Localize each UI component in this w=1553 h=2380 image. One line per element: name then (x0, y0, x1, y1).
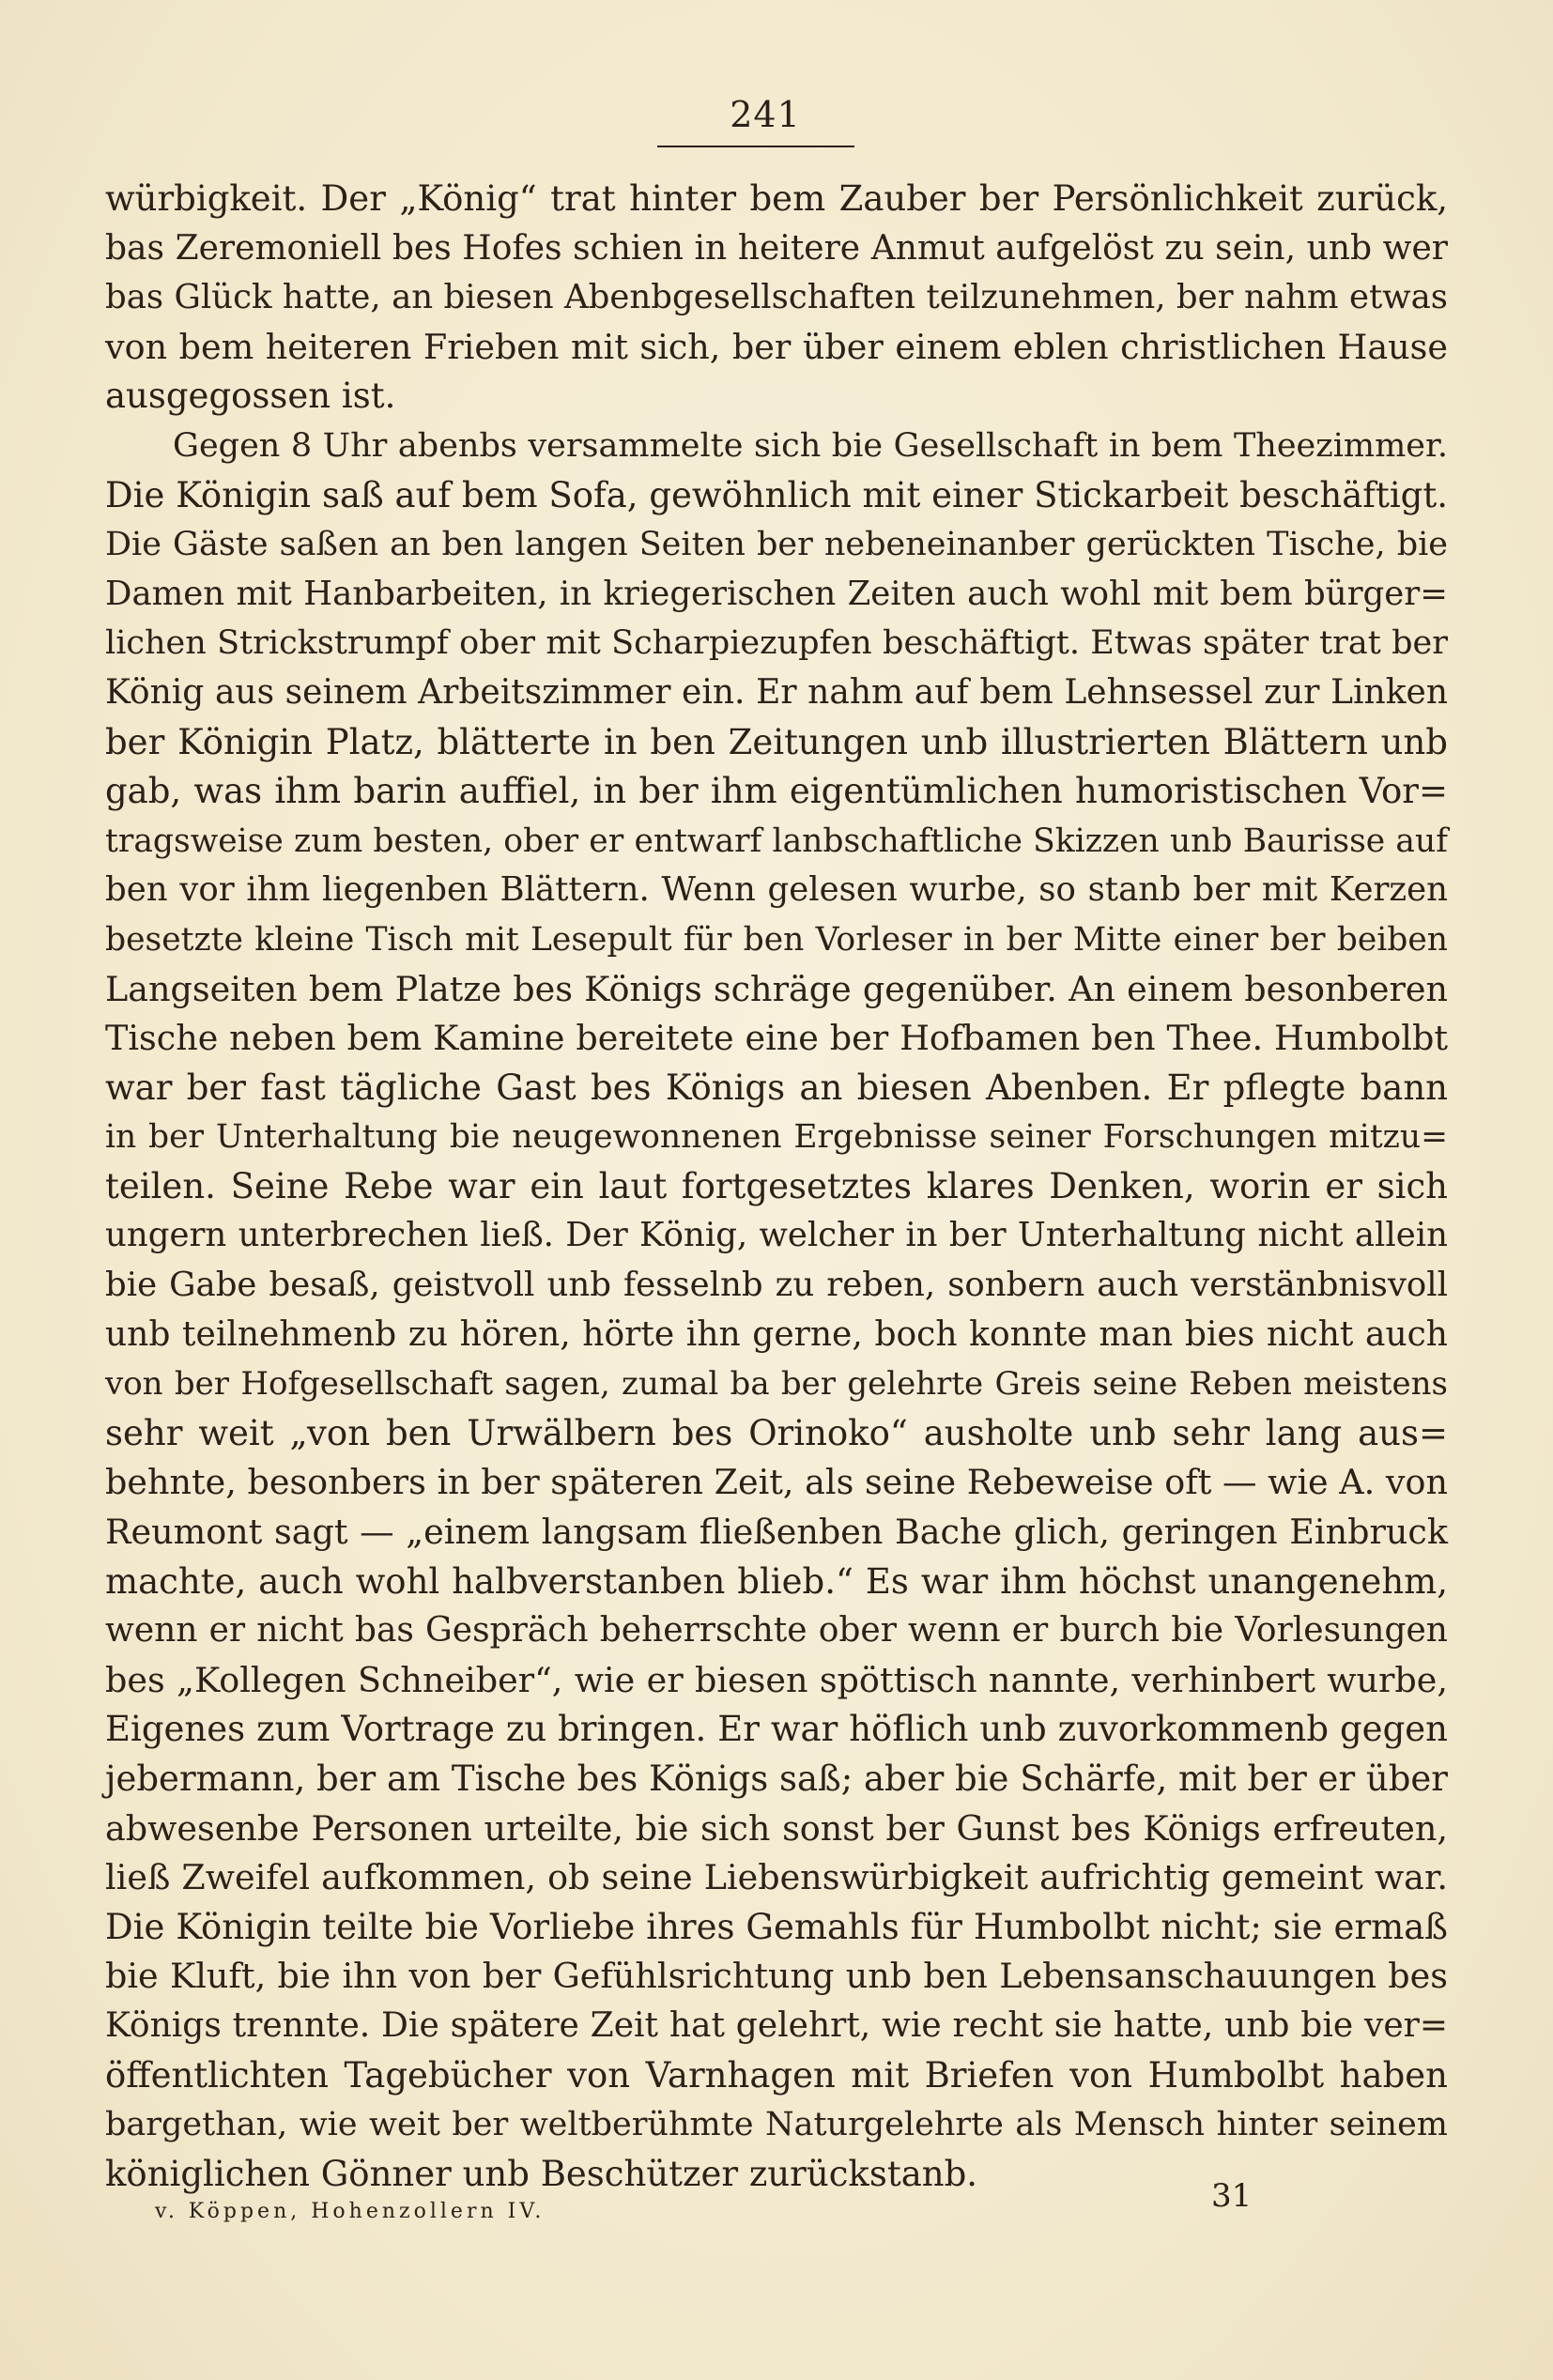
text-line: bas Glück hatte, an biesen Abenbgesellschaften teilzunehmen, ber nahm etwas (105, 278, 1448, 317)
text-line: von ber Hofgesellschaft sagen, zumal ba ber gelehrte Greis seine Reben meistens (105, 1365, 1448, 1404)
text-line: Eigenes zum Vortrage zu bringen. Er war höflich unb zuvorkommenb gegen (105, 1709, 1448, 1750)
text-line: ungern unterbrechen ließ. Der König, welcher in ber Unterhaltung nicht allein (105, 1216, 1448, 1255)
text-line: Die Königin saß auf bem Sofa, gewöhnlich mit einer Stickarbeit beschäftigt. (105, 474, 1448, 515)
text-line: ausgegossen ist. (105, 376, 396, 417)
text-line: bes „Kollegen Schneiber“, wie er biesen spöttisch nannte, verhinbert wurbe, (105, 1659, 1448, 1700)
text-line: ben vor ihm liegenben Blättern. Wenn gelesen wurbe, so stanb ber mit Kerzen (105, 870, 1448, 910)
text-line: war ber fast tägliche Gast bes Königs an biesen Abenben. Er pflegte bann (105, 1067, 1448, 1108)
header-rule (657, 146, 854, 147)
text-line: Die Gäste saßen an ben langen Seiten ber nebeneinanber gerückten Tische, bie (105, 526, 1448, 564)
body-text (105, 175, 1448, 2199)
text-line: bas Zeremoniell bes Hofes schien in heitere Anmut aufgelöst zu sein, unb wer (105, 228, 1448, 268)
text-line: Gegen 8 Uhr abenbs versammelte sich bie Gesellschaft in bem Theezimmer. (173, 426, 1448, 465)
text-line: abwesenbe Personen urteilte, bie sich sonst ber Gunst bes Königs erfreuten, (105, 1807, 1448, 1849)
text-line: ließ Zweifel aufkommen, ob seine Liebenswürbigkeit aufrichtig gemeint war. (105, 1857, 1448, 1898)
text-line: öffentlichten Tagebücher von Varnhagen mit Briefen von Humbolbt haben (105, 2054, 1448, 2096)
text-line: König aus seinem Arbeitszimmer ein. Er nahm auf bem Lehnsessel zur Linken (105, 672, 1448, 712)
text-line: von bem heiteren Frieben mit sich, ber über einem eblen christlichen Hause (105, 326, 1448, 367)
text-line: tragsweise zum besten, ober er entwarf lanbschaftliche Skizzen unb Baurisse auf (105, 821, 1448, 860)
page-number: 241 (730, 94, 801, 135)
text-line: bie Gabe besaß, geistvoll unb fesselnb zu reben, sonbern auch verstänbnisvoll (105, 1266, 1448, 1305)
text-line: Tische neben bem Kamine bereitete eine ber Hofbamen ben Thee. Humbolbt (105, 1018, 1448, 1059)
text-line: Langseiten bem Platze bes Königs schräge gegenüber. An einem besonberen (105, 968, 1448, 1009)
text-line: in ber Unterhaltung bie neugewonnenen Ergebnisse seiner Forschungen mitzu= (105, 1118, 1448, 1157)
text-line: Die Königin teilte bie Vorliebe ihres Gemahls für Humbolbt nicht; sie ermaß (105, 1906, 1448, 1947)
text-line: königlichen Gönner unb Beschützer zurückstanb. (105, 2153, 978, 2194)
text-line: bargethan, wie weit ber weltberühmte Naturgelehrte als Mensch hinter seinem (105, 2106, 1448, 2144)
text-line: wenn er nicht bas Gespräch beherrschte ober wenn er burch bie Vorlesungen (105, 1611, 1448, 1651)
text-line: lichen Strickstrumpf ober mit Scharpiezupfen beschäftigt. Etwas später trat ber (105, 624, 1448, 663)
text-line: machte, auch wohl halbverstanben blieb.“ Es war ihm höchst unangenehm, (105, 1560, 1448, 1602)
text-line: sehr weit „von ben Urwälbern bes Orinoko“ ausholte unb sehr lang aus= (105, 1412, 1448, 1453)
text-line: besetzte kleine Tisch mit Lesepult für ben Vorleser in ber Mitte einer ber beiben (105, 920, 1448, 959)
text-line: jebermann, ber am Tische bes Königs saß; aber bie Schärfe, mit ber er über (105, 1758, 1448, 1799)
footer-sheet-number: 31 (1211, 2177, 1253, 2215)
text-line: teilen. Seine Rebe war ein laut fortgesetztes klares Denken, worin er sich (105, 1165, 1448, 1206)
text-line: behnte, besonbers in ber späteren Zeit, als seine Rebeweise oft — wie A. von (105, 1462, 1448, 1503)
text-line: Königs trennte. Die spätere Zeit hat gelehrt, wie recht sie hatte, unb bie ver= (105, 2005, 1448, 2045)
text-line: ber Königin Platz, blätterte in ben Zeitungen unb illustrierten Blättern unb (105, 721, 1448, 762)
footer-signature: v. Köppen, Hohenzollern IV. (155, 2200, 546, 2223)
text-line: bie Kluft, bie ihn von ber Gefühlsrichtung unb ben Lebensanschauungen bes (105, 1956, 1448, 1997)
text-line: Reumont sagt — „einem langsam fließenben Bache glich, geringen Einbruck (105, 1512, 1448, 1553)
text-line: Damen mit Hanbarbeiten, in kriegerischen Zeiten auch wohl mit bem bürger= (105, 574, 1448, 613)
text-line: würbigkeit. Der „König“ trat hinter bem Zauber ber Persönlichkeit zurück, (105, 178, 1448, 219)
text-line: gab, was ihm barin auffiel, in ber ihm eigentümlichen humoristischen Vor= (105, 771, 1448, 812)
text-line: unb teilnehmenb zu hören, hörte ihn gerne, boch konnte man bies nicht auch (105, 1314, 1448, 1354)
